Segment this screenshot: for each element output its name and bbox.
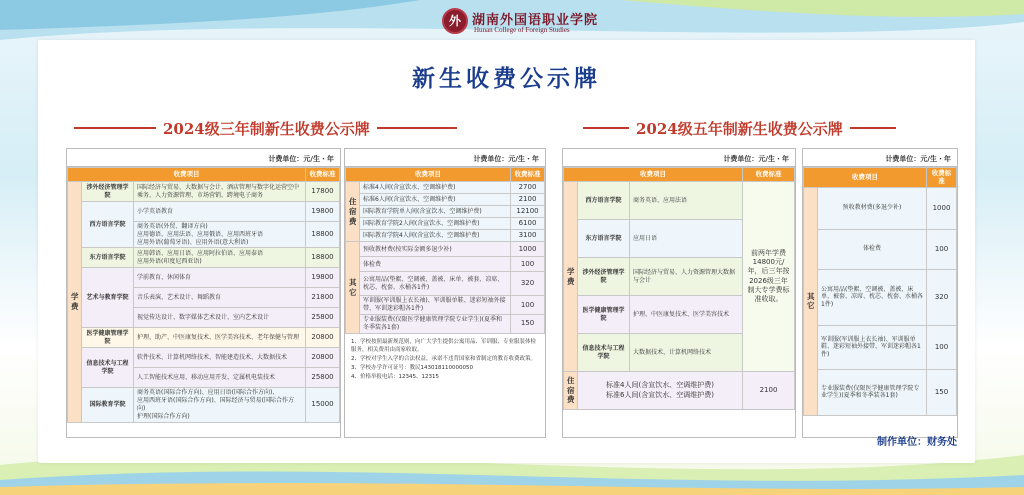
fee-value: 6100 — [511, 218, 545, 230]
dorm-item: 国际教育学院单人间(含宣饮水、空调维护费) — [360, 206, 511, 218]
category-label: 学费 — [564, 182, 578, 372]
category-label: 其它 — [346, 242, 360, 333]
fee-board — [38, 40, 975, 463]
program-list: 护理、中医康复技术、医学美容技术 — [630, 296, 743, 334]
fee-value: 2100 — [511, 194, 545, 206]
fee-value: 20800 — [306, 328, 340, 348]
note-line: 4、价格举报电话：12345、12315 — [351, 373, 439, 380]
department-name: 西方语言学院 — [578, 182, 630, 220]
fee-value: 19800 — [306, 202, 340, 222]
category-label: 学费 — [68, 182, 82, 423]
department-name: 信息技术与工程学院 — [578, 334, 630, 372]
table-row — [346, 230, 545, 242]
school-name-en: Hunan College of Foreign Studies — [474, 26, 570, 34]
five-year-other-table — [803, 167, 957, 416]
fee-value: 21800 — [306, 288, 340, 308]
fee-value: 150 — [511, 315, 545, 334]
program-list: 人工智能技术应用、移动应用开发、定属机电装技术 — [134, 368, 306, 388]
table-row — [346, 296, 545, 315]
program-list: 音乐表演、艺术设计、舞蹈教育 — [134, 288, 306, 308]
program-list: 商务英语、应用法语 — [630, 182, 743, 220]
table-row — [564, 372, 795, 410]
program-list: 护理、助产、中医康复技术、医学美容技术、老年保健与管理 — [134, 328, 306, 348]
other-item: 公寓用品(垫絮、空调被、盖被、床单、被套、凉席、枕芯、枕套、水桶各1件) — [360, 272, 511, 296]
right-section-heading — [583, 119, 896, 137]
program-list: 国际经济与贸易、大数据与会计、酒店管理与数字化运营空中乘务、人力资源管理、市场营销、跨境电子商务 — [134, 182, 306, 202]
other-item: 体检费 — [818, 229, 927, 269]
fee-value: 320 — [927, 269, 957, 325]
category-label: 住宿费 — [346, 182, 360, 242]
fee-value: 100 — [511, 257, 545, 272]
table-row — [68, 328, 340, 348]
table-row — [346, 257, 545, 272]
header-item: 收费项目 — [346, 168, 511, 182]
category-label: 其它 — [804, 187, 818, 415]
dorm-item: 标准6人间(含宣饮水、空调维护费) — [360, 194, 511, 206]
table-row — [804, 187, 957, 229]
table-row — [346, 272, 545, 296]
table-row — [68, 202, 340, 222]
school-header — [0, 0, 1024, 40]
dorm-item: 国际教育学院2人间(含宣饮水、空调维护费) — [360, 218, 511, 230]
fee-value: 17800 — [306, 182, 340, 202]
table-row — [346, 315, 545, 334]
other-item: 军训服(军训服上衣长袖)、军训服单鞋、迷彩短袖外接带、军训迷彩帽各1件) — [360, 296, 511, 315]
notes — [345, 334, 545, 386]
fee-value: 150 — [927, 369, 957, 415]
program-list: 应用韩语、应用日语、应用阿拉伯语、应用泰语 应用外语(印度尼西亚语) — [134, 248, 306, 268]
fee-value: 320 — [511, 272, 545, 296]
table-row — [346, 242, 545, 257]
table-row — [564, 182, 795, 220]
other-item: 专业服装费(仅限医学健康管理学院专业学生)(夏季和冬季装各1套) — [818, 369, 927, 415]
other-item: 专业服装费(仅限医学健康管理学院专业学生)(夏季和冬季装各1套) — [360, 315, 511, 334]
table-row — [68, 388, 340, 422]
fee-value: 1000 — [511, 242, 545, 257]
other-item: 体检费 — [360, 257, 511, 272]
program-list: 商务英语(国际合作方向)、应用日语(国际合作方向)、 应用西班牙语(国际合作方向)、国际经济与贸易(国际合作方向) 护理(国际合作方向) — [134, 388, 306, 422]
school-name-cn: 湖南外国语职业学院 — [472, 13, 599, 28]
table-row — [346, 206, 545, 218]
right-section-title: 2024级五年制新生收费公示牌 — [636, 119, 843, 138]
program-list: 软件技术、计算机网络技术、智能建造技术、大数据技术 — [134, 348, 306, 368]
header-fee: 收费标准 — [511, 168, 545, 182]
five-year-other-panel — [802, 148, 958, 438]
program-list: 国际经济与贸易、人力资源管理大数据与会计 — [630, 258, 743, 296]
program-list: 视觉传达设计、数字媒体艺术设计、室内艺术设计 — [134, 308, 306, 328]
department-name: 艺术与教育学院 — [82, 268, 134, 328]
program-list: 大数据技术、计算机网络技术 — [630, 334, 743, 372]
unit-label: 计费单位：元/生・年 — [345, 149, 545, 167]
header-item: 收费项目 — [804, 168, 927, 188]
department-name: 医学健康管理学院 — [578, 296, 630, 334]
unit-label: 计费单位：元/生・年 — [67, 149, 340, 167]
school-logo-icon: 外 — [442, 8, 468, 34]
fee-value: 100 — [927, 325, 957, 369]
department-name: 西方语言学院 — [82, 202, 134, 248]
department-name: 东方语言学院 — [578, 220, 630, 258]
department-name: 涉外经济管理学院 — [578, 258, 630, 296]
unit-label: 计费单位：元/生・年 — [803, 149, 957, 167]
program-list: 应用日语 — [630, 220, 743, 258]
table-row — [346, 218, 545, 230]
header-fee: 收费标准 — [927, 168, 957, 188]
fee-value: 25800 — [306, 368, 340, 388]
left-section-heading — [74, 119, 457, 137]
department-name: 东方语言学院 — [82, 248, 134, 268]
main-title: 新生收费公示牌 — [412, 66, 601, 92]
fee-value: 25800 — [306, 308, 340, 328]
three-year-tuition-panel — [66, 148, 341, 438]
program-list: 学前教育、休闲体育 — [134, 268, 306, 288]
table-row — [804, 325, 957, 369]
fee-value: 100 — [927, 229, 957, 269]
fee-value: 12100 — [511, 206, 545, 218]
program-list: 小学英语教育 — [134, 202, 306, 222]
category-label: 住宿费 — [564, 372, 578, 410]
table-row — [346, 194, 545, 206]
table-row — [804, 369, 957, 415]
left-section-title: 2024级三年制新生收费公示牌 — [163, 119, 370, 138]
five-year-tuition-table — [563, 167, 795, 410]
fee-value: 18800 — [306, 248, 340, 268]
table-row — [804, 269, 957, 325]
table-row — [68, 182, 340, 202]
fee-value: 15000 — [306, 388, 340, 422]
dorm-item: 标准4人间(含宣饮水、空调维护费) 标准6人间(含宣饮水、空调维护费) — [578, 372, 743, 410]
table-row — [346, 182, 545, 194]
fee-value: 18800 — [306, 222, 340, 248]
department-name: 医学健康管理学院 — [82, 328, 134, 348]
fee-value: 100 — [511, 296, 545, 315]
table-row — [804, 229, 957, 269]
table-row — [68, 348, 340, 368]
tuition-note: 前两年学费14800元/年，后三年按2026级三年制大专学费标准收取。 — [743, 182, 795, 372]
fee-value: 2100 — [743, 372, 795, 410]
fee-value: 1000 — [927, 187, 957, 229]
other-item: 预收教材费(多退少补) — [818, 187, 927, 229]
department-name: 国际教育学院 — [82, 388, 134, 422]
made-by-label: 制作单位：财务处 — [877, 437, 957, 448]
department-name: 涉外经济管理学院 — [82, 182, 134, 202]
header-fee: 收费标准 — [306, 168, 340, 182]
dorm-item: 标准4人间(含宣饮水、空调维护费) — [360, 182, 511, 194]
header-fee: 收费标准 — [743, 168, 795, 182]
fee-value: 20800 — [306, 348, 340, 368]
header-item: 收费项目 — [68, 168, 306, 182]
unit-label: 计费单位：元/生・年 — [563, 149, 795, 167]
other-item: 预收教材费(按实际金额多退少补) — [360, 242, 511, 257]
fee-value: 2700 — [511, 182, 545, 194]
note-line: 3、学校办学许可证号：教民143018110000050 — [351, 365, 473, 372]
other-item: 公寓用品(垫絮、空调被、盖被、床单、被套、凉席、枕芯、枕套、水桶各1件) — [818, 269, 927, 325]
department-name: 信息技术与工程学院 — [82, 348, 134, 388]
program-list: 商务英语(外贸、翻译方向) 应用德语、应用法语、应用俄语、应用西班牙语 应用外语(葡萄牙语)、应用外语(意大利语) — [134, 222, 306, 248]
note-line: 1、学校按照最新规范则，向广大学生提供公寓用品、军训服、专业服装体检服务，相关费用由商家收取。 — [351, 338, 537, 354]
five-year-tuition-panel — [562, 148, 796, 438]
three-year-dorm-other-table — [345, 167, 545, 334]
three-year-tuition-table — [67, 167, 340, 423]
three-year-dorm-other-panel — [344, 148, 546, 438]
table-row — [68, 268, 340, 288]
dorm-item: 国际教育学院4人间(含宣饮水、空调维护费) — [360, 230, 511, 242]
note-line: 2、学校对学生入学的合法权益，承诺不违背国家和省制定的教育收费政策。 — [351, 356, 537, 363]
other-item: 军训服(军训服上衣长袖)、军训服单鞋、迷彩短袖外接带、军训迷彩帽各1件) — [818, 325, 927, 369]
header-item: 收费项目 — [564, 168, 743, 182]
table-row — [68, 248, 340, 268]
fee-value: 3100 — [511, 230, 545, 242]
fee-value: 19800 — [306, 268, 340, 288]
